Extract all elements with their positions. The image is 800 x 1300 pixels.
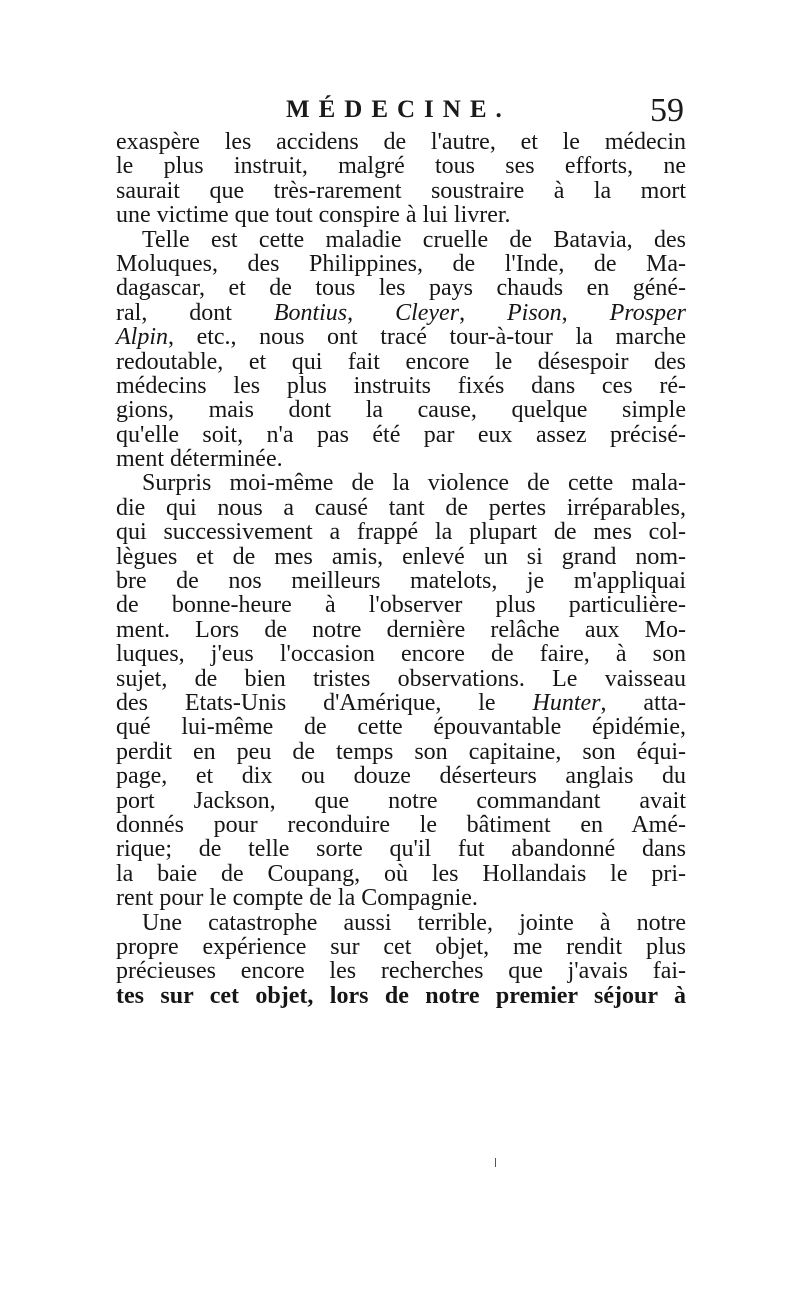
printer-mark xyxy=(495,1158,496,1167)
text-line xyxy=(116,667,686,691)
text-segment: rent pour le compte de la Compagnie. xyxy=(116,885,478,912)
text-line xyxy=(116,691,686,715)
text-segment: , xyxy=(459,299,507,326)
text-segment: page, et dix ou douze déserteurs anglais du xyxy=(116,763,686,790)
text-segment: lègues et de mes amis, enlevé un si grand nom- xyxy=(116,543,686,570)
text-segment: gions, mais dont la cause, quelque simple xyxy=(116,397,686,424)
text-line xyxy=(116,789,686,813)
paragraph-start-line xyxy=(116,228,686,252)
text-segment: exaspère les accidens de l'autre, et le médecin xyxy=(116,129,686,155)
text-segment: rique; de telle sorte qu'il fut abandonné dans xyxy=(116,836,686,863)
text-line xyxy=(116,203,686,227)
text-segment: des Etats-Unis d'Amérique, le xyxy=(116,689,533,716)
text-segment: précieuses encore les recherches que j'avais fai- xyxy=(116,958,686,985)
text-line xyxy=(116,398,686,422)
paragraph-start-line xyxy=(116,471,686,495)
text-line xyxy=(116,325,686,349)
text-segment: tes sur cet objet, lors de notre premier séjour à xyxy=(116,982,686,1009)
text-line xyxy=(116,764,686,788)
text-segment: perdit en peu de temps son capitaine, son équi- xyxy=(116,738,686,765)
text-segment: propre expérience sur cet objet, me rendit plus xyxy=(116,933,686,960)
text-line xyxy=(116,447,686,471)
text-line xyxy=(116,301,686,325)
text-segment: , xyxy=(347,299,396,326)
text-segment: le plus instruit, malgré tous ses efforts, ne xyxy=(116,153,686,180)
text-segment: ment. Lors de notre dernière relâche aux Mo- xyxy=(116,616,686,643)
text-segment: bre de nos meilleurs matelots, je m'appliquai xyxy=(116,568,686,595)
text-segment: une victime que tout conspire à lui livrer. xyxy=(116,202,511,229)
text-line xyxy=(116,959,686,983)
text-line xyxy=(116,350,686,374)
text-segment: , xyxy=(561,299,610,326)
italic-name: Prosper xyxy=(609,299,687,326)
text-line xyxy=(116,179,686,203)
text-segment: Moluques, des Philippines, de l'Inde, de Ma- xyxy=(116,250,686,277)
text-line xyxy=(116,374,686,398)
text-line xyxy=(116,520,686,544)
text-segment: médecins les plus instruits fixés dans ces ré- xyxy=(116,372,686,399)
text-segment: dagascar, et de tous les pays chauds en géné- xyxy=(116,275,686,302)
text-segment: , atta- xyxy=(600,689,687,716)
text-line xyxy=(116,569,686,593)
text-line xyxy=(116,935,686,959)
text-line xyxy=(116,984,686,1008)
paragraph-start-line xyxy=(116,911,686,935)
text-line xyxy=(116,545,686,569)
text-segment: donnés pour reconduire le bâtiment en Amé- xyxy=(116,811,686,838)
text-segment: la baie de Coupang, où les Hollandais le pri- xyxy=(116,860,686,887)
text-line xyxy=(116,130,686,154)
text-segment: qu'elle soit, n'a pas été par eux assez précisé- xyxy=(116,421,686,448)
text-segment: Une catastrophe aussi terrible, jointe à notre xyxy=(142,909,686,936)
text-segment: Telle est cette maladie cruelle de Batavia, des xyxy=(142,226,686,253)
text-segment: die qui nous a causé tant de pertes irréparables, xyxy=(116,494,686,521)
text-segment: saurait que très-rarement soustraire à la mort xyxy=(116,177,686,204)
text-segment: ment déterminée. xyxy=(116,446,283,473)
text-line xyxy=(116,496,686,520)
text-segment: qui successivement a frappé la plupart de mes col- xyxy=(116,519,686,546)
italic-name: Pison xyxy=(506,299,562,326)
text-line xyxy=(116,423,686,447)
text-segment: ral, dont xyxy=(116,299,274,326)
italic-name: Cleyer xyxy=(395,299,460,326)
text-line xyxy=(116,715,686,739)
running-title: MÉDECINE. xyxy=(286,96,511,123)
text-segment: Surpris moi-même de la violence de cette mala- xyxy=(142,470,686,497)
italic-name: Bontius xyxy=(273,299,348,326)
text-line xyxy=(116,618,686,642)
text-segment: redoutable, et qui fait encore le désespoir des xyxy=(116,348,686,375)
page-number: 59 xyxy=(650,92,684,129)
italic-name: Alpin xyxy=(116,324,168,351)
text-line xyxy=(116,154,686,178)
text-line xyxy=(116,862,686,886)
text-segment: port Jackson, que notre commandant avait xyxy=(116,787,686,814)
text-segment: de bonne-heure à l'observer plus particulière- xyxy=(116,592,686,619)
text-line xyxy=(116,813,686,837)
text-segment: sujet, de bien tristes observations. Le vaisseau xyxy=(116,665,686,692)
body-text xyxy=(116,130,686,1008)
text-line xyxy=(116,886,686,910)
text-line xyxy=(116,740,686,764)
text-line xyxy=(116,642,686,666)
italic-name: Hunter xyxy=(532,689,601,716)
text-segment: qué lui-même de cette épouvantable épidémie, xyxy=(116,714,686,741)
text-line xyxy=(116,593,686,617)
text-segment: luques, j'eus l'occasion encore de faire, à son xyxy=(116,641,686,668)
text-segment: , etc., nous ont tracé tour-à-tour la marche xyxy=(168,324,686,351)
text-line xyxy=(116,252,686,276)
text-line xyxy=(116,837,686,861)
text-line xyxy=(116,276,686,300)
